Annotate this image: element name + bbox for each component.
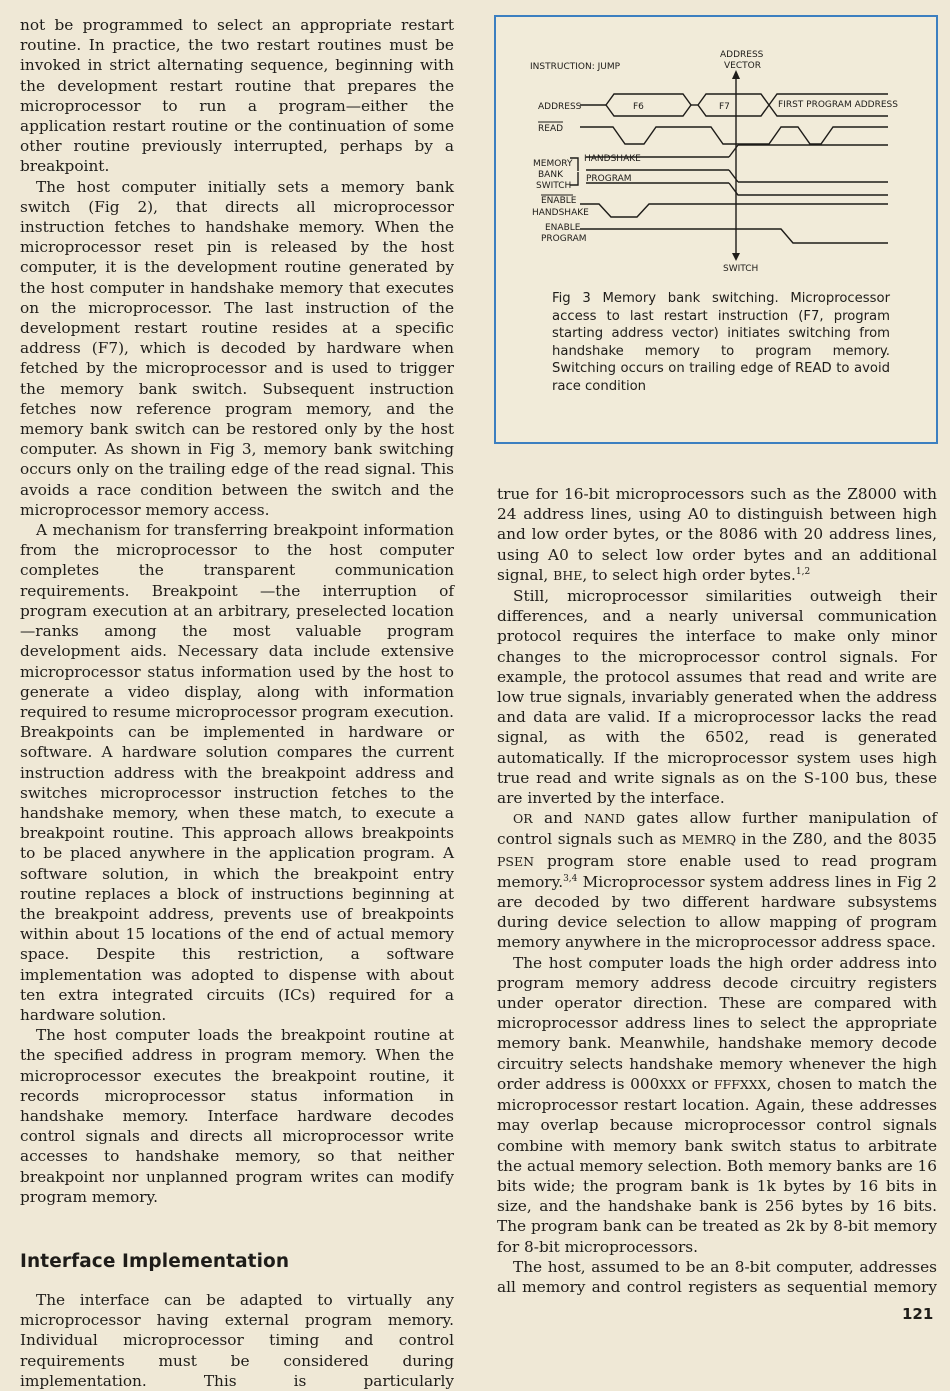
label-instruction-jump: INSTRUCTION: JUMP [530, 62, 621, 72]
label-switch-signal: SWITCH [536, 181, 572, 191]
paragraph: not be programmed to select an appropriate restart routine. In practice, the two restart routines must be invoked in strict alternating sequence, beginning with the development restart routine that prepares the microprocessor to run a program—either the application restart routine or the continuation of some other routine previously interrupted, perhaps by a breakpoint. [20, 16, 454, 176]
label-program: PROGRAM [586, 174, 632, 184]
page-number: 121 [902, 1305, 934, 1323]
label-switch: SWITCH [723, 264, 759, 274]
label-handshake: HANDSHAKE [584, 154, 641, 164]
label-enable-program: ENABLE [545, 223, 581, 233]
label-enable-program: PROGRAM [541, 234, 587, 244]
paragraph: OR and NAND gates allow further manipulation of control signals such as MEMRQ in the Z80, and the 8035 PSEN program store enable used to read program memory.$^{3,4}$ Microprocessor system address lines in Fig 2 are decoded by two different hardware subsystems during device selection to allow mapping of program memory anywhere in the microprocessor address space. [497, 809, 937, 952]
paragraph: The interface can be adapted to virtually any microprocessor having external program memory. Individual microprocessor timing and control requirements must be considered during implementation. This is particularly [20, 1290, 454, 1390]
section-heading: Interface Implementation [20, 1250, 290, 1272]
label-f7: F7 [719, 102, 730, 112]
label-address-vector: VECTOR [724, 61, 761, 71]
label-memory: MEMORY [533, 159, 573, 169]
figure-caption: Fig 3 Memory bank switching. Microprocessor access to last restart instruction (F7, program starting address vector) initiates switching from handshake memory to program memory. Switching occurs on trailing edge of READ to avoid race condition [552, 291, 890, 394]
paragraph: true for 16-bit microprocessors such as the Z8000 with 24 address lines, using A0 to distinguish between high and low order bytes, or the 8086 with 20 address lines, using A0 to select low order bytes and an additional signal, BHE, to select high order bytes.$^{1,2}$ [497, 485, 937, 584]
right-column [497, 484, 937, 1297]
left-column [20, 15, 454, 1391]
paragraph: The host computer initially sets a memory bank switch (Fig 2), that directs all microprocessor instruction fetches to handshake memory. When the microprocessor reset pin is released by the host computer, it is the development routine generated by the host computer in handshake memory that executes on the microprocessor. The last instruction of the development restart routine resides at a specific address (F7), which is decoded by hardware when fetched by the microprocessor and is used to trigger the memory bank switch. Subsequent instruction fetches now reference program memory, and the memory bank switch can be restored only by the host computer. As shown in Fig 3, memory bank switching occurs only on the trailing edge of the read signal. This avoids a race condition between the switch and the microprocessor memory access. [20, 177, 454, 519]
paragraph: Still, microprocessor similarities outweigh their differences, and a nearly universal communication protocol requires the interface to make only minor changes to the microprocessor control signals. For example, the protocol assumes that read and write are low true signals, invariably generated when the address and data are valid. If a microprocessor lacks the read signal, as with the 6502, read is generated automatically. If the microprocessor system uses high true read and write signals as on the S-100 bus, these are inverted by the interface. [497, 587, 937, 808]
paragraph: The host, assumed to be an 8-bit computer, addresses all memory and control registers as sequential memory [497, 1257, 937, 1296]
paragraph: The host computer loads the breakpoint routine at the specified address in program memory. When the microprocessor executes the breakpoint routine, it records microprocessor status information in handshake memory. Interface hardware decodes control signals and directs all microprocessor write accesses to handshake memory, so that neither breakpoint nor unplanned program writes can modify program memory. [20, 1026, 454, 1206]
label-enable-handshake: HANDSHAKE [532, 208, 589, 218]
label-read: READ [538, 124, 564, 134]
label-address: ADDRESS [538, 102, 582, 112]
figure-3 [494, 15, 938, 444]
label-bank: BANK [538, 170, 563, 180]
label-address-vector: ADDRESS [720, 50, 764, 60]
paragraph: The host computer loads the high order address into program memory address decode circuitry registers under operator direction. These are compared with microprocessor address lines to select the appropriate memory bank. Meanwhile, handshake memory decode circuitry selects handshake memory whenever the high order address is 000XXX or FFFXXX, chosen to match the microprocessor restart location. Again, these addresses may overlap because microprocessor control signals combine with memory bank switch status to arbitrate the actual memory selection. Both memory banks are 16 bits wide; the program bank is 1k bytes by 16 bits in size, and the handshake bank is 256 bytes by 16 bits. The program bank can be treated as 2k by 8-bit memory for 8-bit microprocessors. [497, 953, 938, 1256]
label-f6: F6 [633, 102, 644, 112]
label-first-program-address: FIRST PROGRAM ADDRESS [778, 100, 898, 110]
label-enable-handshake: ENABLE [541, 196, 577, 206]
paragraph: A mechanism for transferring breakpoint information from the microprocessor to the host computer completes the transparent communication requirements. Breakpoint —the interruption of program execution at an arbitrary, preselected location—ranks among the most valuable program development aids. Necessary data include extensive microprocessor status information used by the host to generate a video display, along with information required to resume microprocessor program execution. Breakpoints can be implemented in hardware or software. A hardware solution compares the current instruction address with the breakpoint address and switches microprocessor instruction fetches to the handshake memory, when these match, to execute a breakpoint routine. This approach allows breakpoints to be placed anywhere in the application program. A software solution, in which the breakpoint entry routine replaces a block of instructions beginning at the breakpoint address, prevents use of breakpoints within about 15 locations of the end of actual memory space. Despite this restriction, a software implementation was adopted to dispense with about ten extra integrated circuits (ICs) required for a hardware solution. [20, 521, 454, 1024]
